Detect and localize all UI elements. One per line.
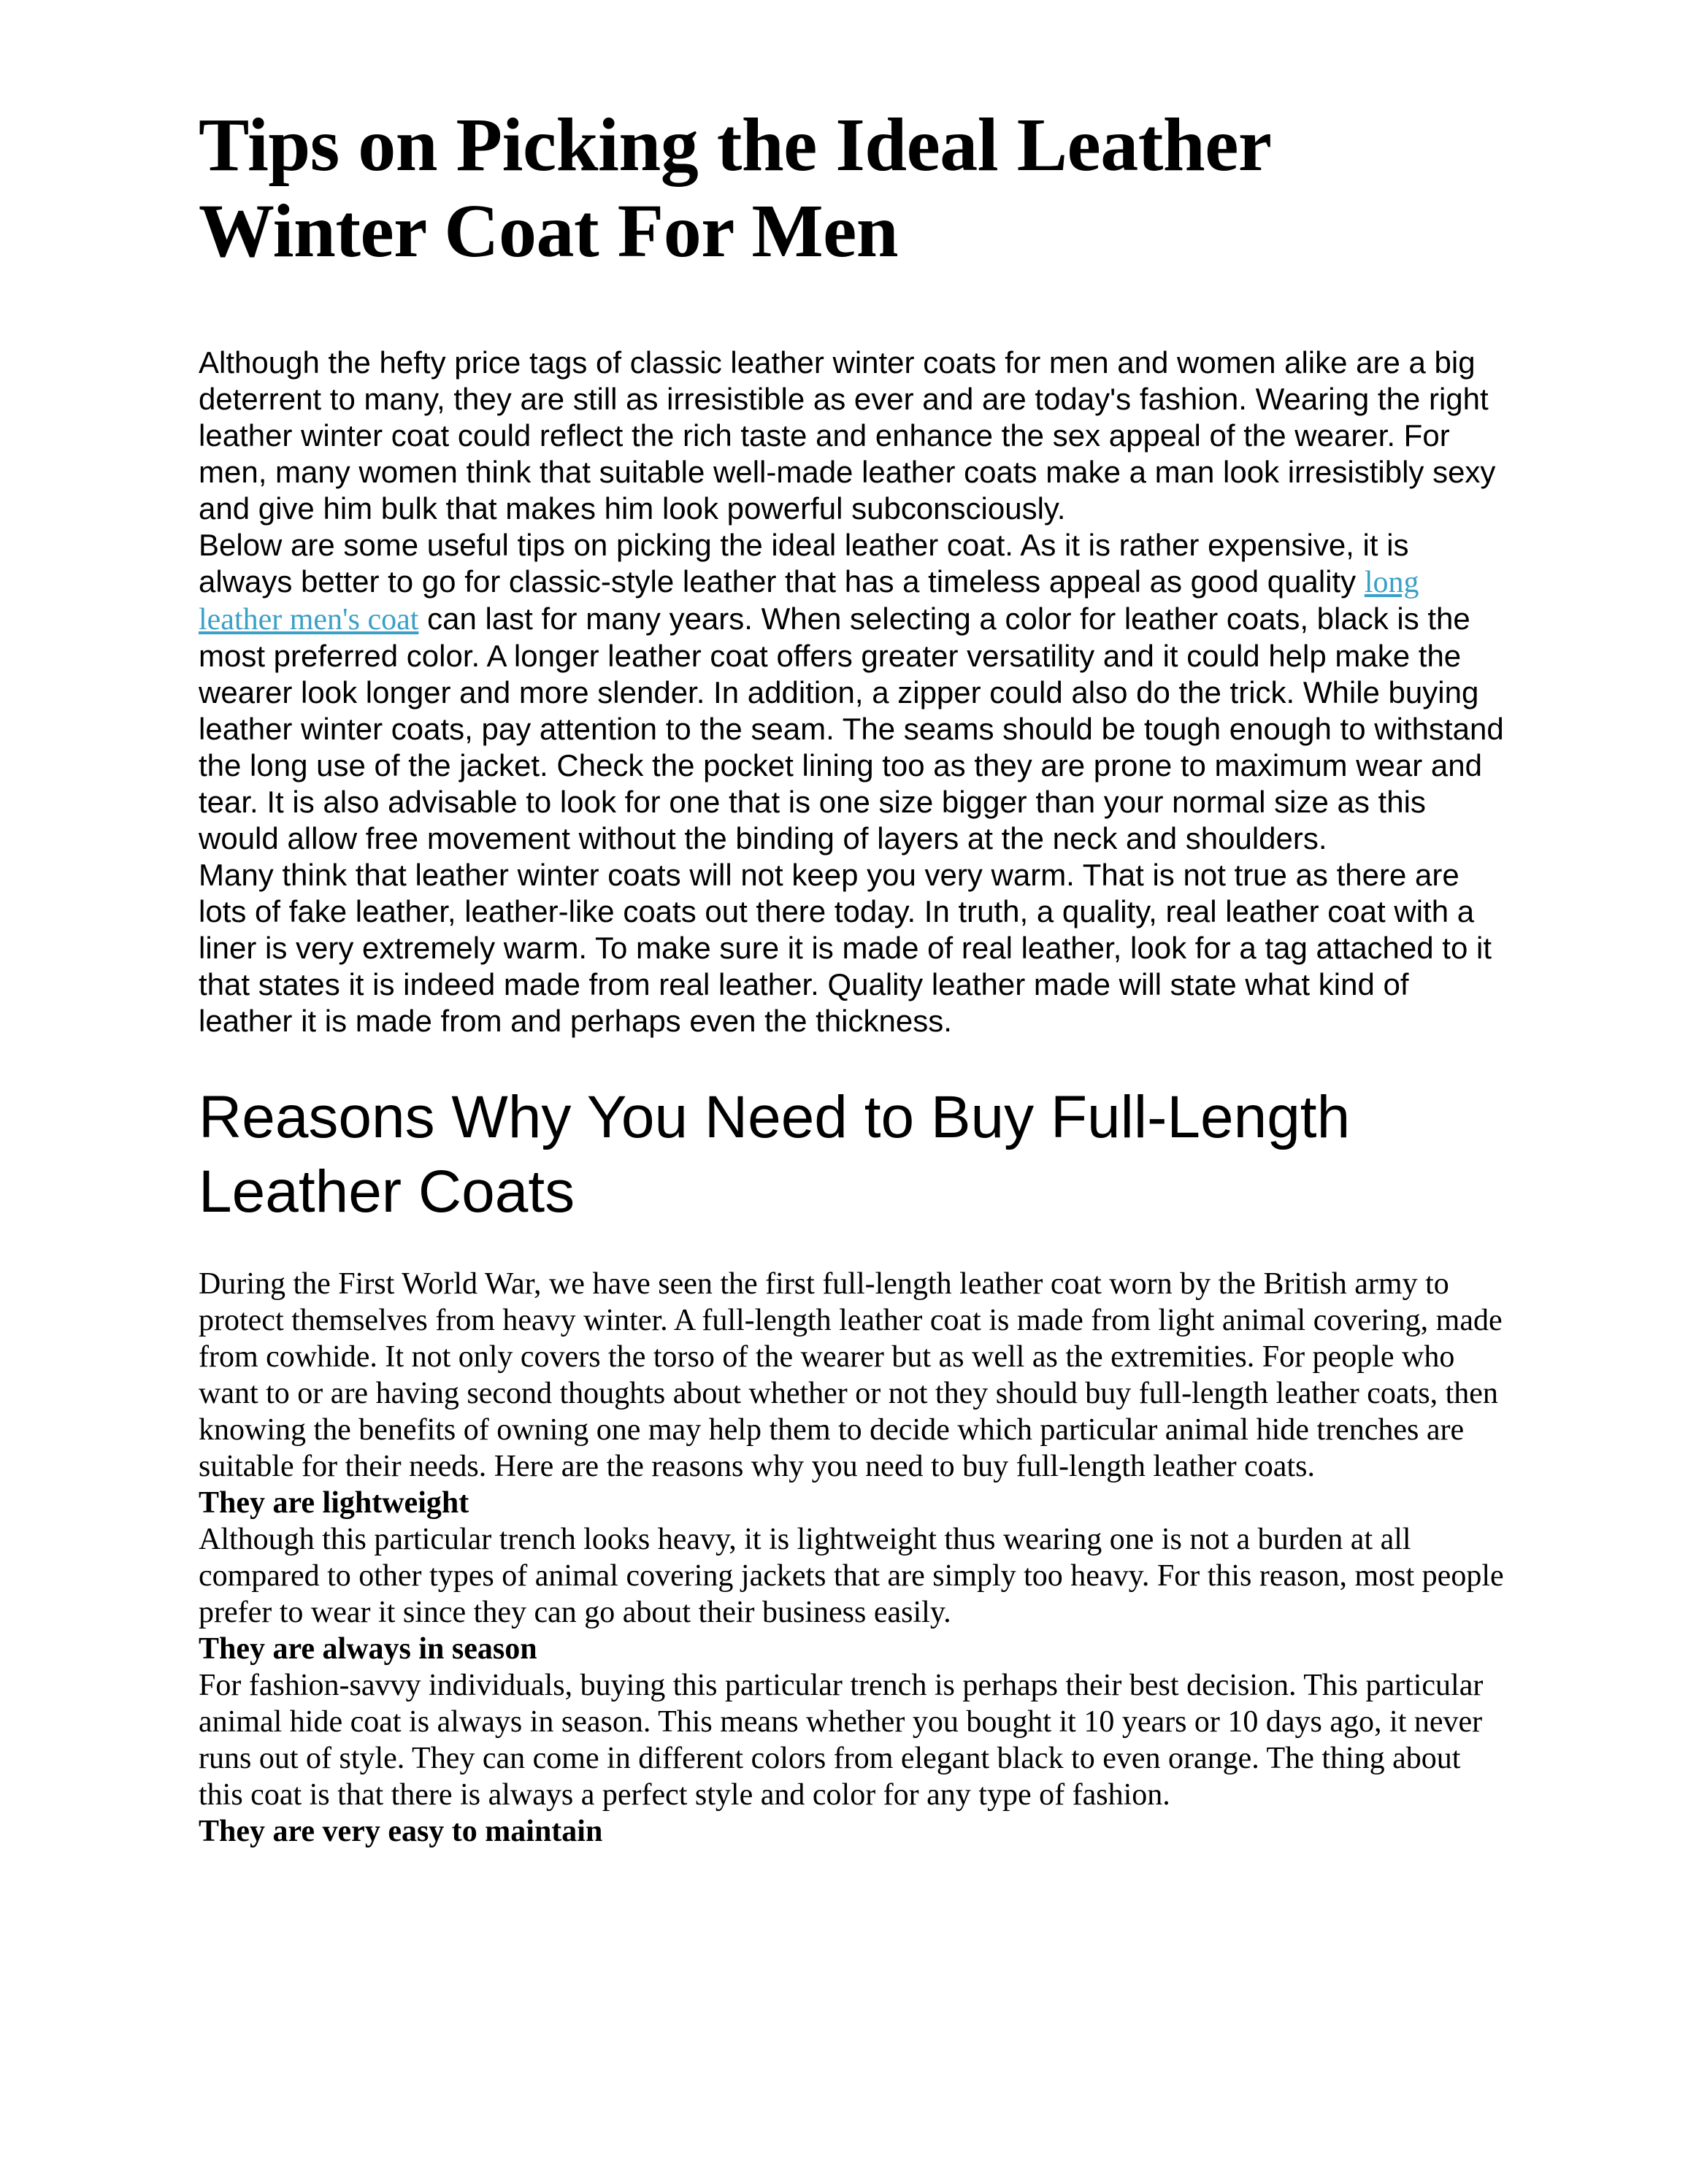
- long-leather-mens-coat-link[interactable]: long leather men's coat: [199, 566, 1419, 637]
- intro-paragraph-2-start: Below are some useful tips on picking the ideal leather coat. As it is rather expensive, it is always better to go for classic-style leather that has a timeless appeal as good quality: [199, 528, 1409, 599]
- intro-paragraph-2-end: can last for many years. When selecting a color for leather coats, black is the most preferred color. A longer leather coat offers greater versatility and it could help make the wearer look longer and more slender. In addition, a zipper could also do the trick. While buying leather winter coats, pay attention to the seam. The seams should be tough enough to withstand the long use of the jacket. Check the pocket lining too as they are prone to maximum wear and tear. It is also advisable to look for one that is one size bigger than your normal size as this would allow free movement without the binding of layers at the neck and shoulders.: [199, 601, 1504, 855]
- lightweight-paragraph: Although this particular trench looks heavy, it is lightweight thus wearing one is not a burden at all compared to other types of animal covering jackets that are simply too heavy. For this reason, most people prefer to wear it since they can go about their business easily.: [199, 1523, 1504, 1629]
- section-heading: Reasons Why You Need to Buy Full-Length Leather Coats: [199, 1084, 1351, 1225]
- intro-paragraph-3: Many think that leather winter coats will not keep you very warm. That is not true as there are lots of fake leather, leather-like coats out there today. In truth, a quality, real leather coat with a liner is very extremely warm. To make sure it is made of real leather, look for a tag attached to it that states it is indeed made from real leather. Quality leather made will state what kind of leather it is made from and perhaps even the thickness.: [199, 858, 1492, 1038]
- subheading-always-in-season: They are always in season: [199, 1632, 537, 1666]
- subheading-lightweight: They are lightweight: [199, 1486, 469, 1520]
- section-paragraph-1: During the First World War, we have seen the first full-length leather coat worn by the British army to protect themselves from heavy winter. A full-length leather coat is made from light animal covering, made from cowhide. It not only covers the torso of the wearer but as well as the extremities. For people who want to or are having second thoughts about whether or not they should buy full-length leather coats, then knowing the benefits of owning one may help them to decide which particular animal hide trenches are suitable for their needs. Here are the reasons why you need to buy full-length leather coats.: [199, 1267, 1503, 1483]
- intro-paragraph-2: [199, 527, 1505, 857]
- subheading-easy-to-maintain: They are very easy to maintain: [199, 1815, 603, 1848]
- page-title: Tips on Picking the Ideal Leather Winter Coat For Men: [199, 103, 1270, 273]
- always-in-season-paragraph: For fashion-savvy individuals, buying this particular trench is perhaps their best decision. This particular animal hide coat is always in season. This means whether you bought it 10 years or 10 days ago, it never runs out of style. They can come in different colors from elegant black to even orange. The thing about this coat is that there is always a perfect style and color for any type of fashion.: [199, 1669, 1484, 1812]
- intro-paragraph-1: Although the hefty price tags of classic leather winter coats for men and women alike are a big deterrent to many, they are still as irresistible as ever and are today's fashion. Wearing the right leather winter coat could reflect the rich taste and enhance the sex appeal of the wearer. For men, many women think that suitable well-made leather coats make a man look irresistibly sexy and give him bulk that makes him look powerful subconsciously.: [199, 345, 1496, 526]
- document-page: [199, 102, 1505, 1850]
